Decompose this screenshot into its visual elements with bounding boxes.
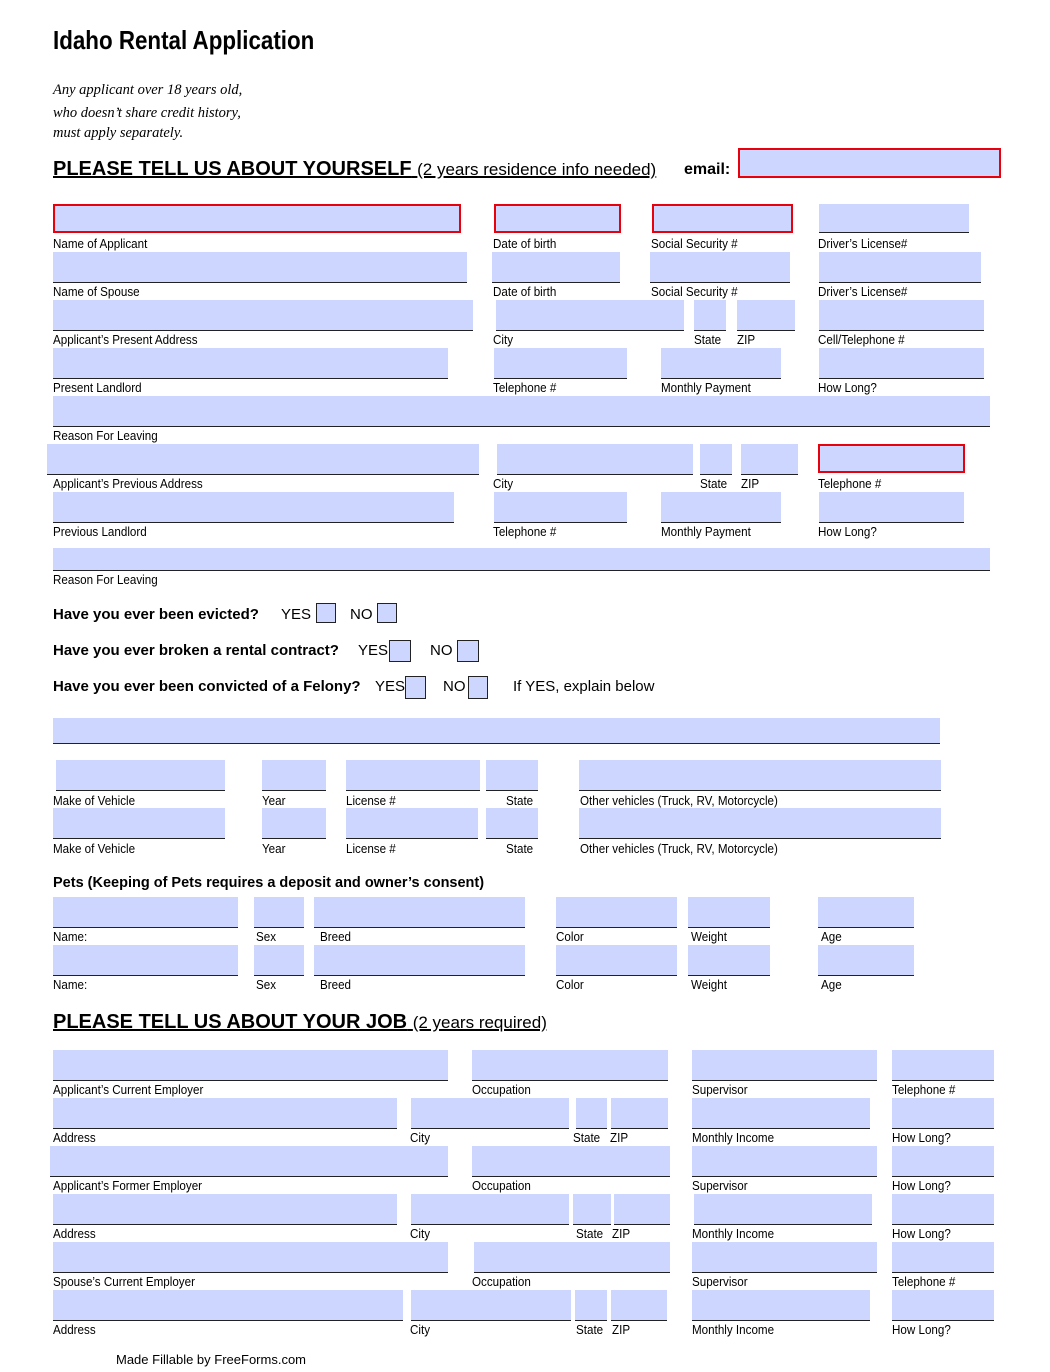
label-spouse-state: State (576, 1323, 604, 1337)
felony-yes-checkbox[interactable] (405, 676, 426, 699)
label-spouse-city: City (410, 1323, 431, 1337)
label-present-landlord: Present Landlord (53, 381, 142, 395)
former-occupation-input[interactable] (472, 1146, 670, 1177)
pet-2-name-input[interactable] (53, 945, 238, 976)
spouse-monthly-income-input[interactable] (692, 1290, 870, 1321)
cell-telephone-input[interactable] (819, 300, 984, 331)
vehicle-1-other-input[interactable] (579, 760, 941, 791)
label-present-city: City (493, 333, 514, 347)
current-occupation-input[interactable] (472, 1050, 668, 1081)
spouse-employer-state-input[interactable] (575, 1290, 607, 1321)
label-current-how-long: How Long? (892, 1131, 951, 1145)
previous-state-input[interactable] (700, 444, 732, 475)
question-broken-contract: Have you ever broken a rental contract? (53, 642, 339, 659)
label-previous-telephone: Telephone # (818, 477, 882, 491)
pet-1-weight-input[interactable] (688, 897, 770, 928)
label-current-occupation: Occupation (472, 1083, 531, 1097)
label-pet-2-name: Name: (53, 978, 88, 992)
previous-how-long-input[interactable] (819, 492, 964, 523)
previous-landlord-input[interactable] (53, 492, 454, 523)
label-ssn: Social Security # (651, 237, 738, 251)
label-former-supervisor: Supervisor (692, 1179, 748, 1193)
label-previous-how-long: How Long? (818, 525, 877, 539)
label-previous-landlord: Previous Landlord (53, 525, 147, 539)
present-monthly-payment-input[interactable] (661, 348, 781, 379)
applicant-dob-input[interactable] (494, 204, 621, 233)
label-previous-monthly-payment: Monthly Payment (661, 525, 751, 539)
label-pet-2-breed: Breed (320, 978, 352, 992)
label-previous-state: State (700, 477, 728, 491)
label-ssn-spouse: Social Security # (651, 285, 738, 299)
current-monthly-income-input[interactable] (692, 1098, 870, 1129)
label-spouse-supervisor: Supervisor (692, 1275, 748, 1289)
spouse-occupation-input[interactable] (474, 1242, 670, 1273)
email-label: email: (684, 161, 731, 178)
previous-address-input[interactable] (47, 444, 479, 475)
broken-yes-label: YES (358, 642, 389, 659)
label-previous-landlord-phone: Telephone # (493, 525, 557, 539)
present-how-long-input[interactable] (819, 348, 984, 379)
current-employer-phone-input[interactable] (892, 1050, 994, 1081)
vehicle-1-make-input[interactable] (56, 760, 225, 791)
pet-1-name-input[interactable] (53, 897, 238, 928)
label-present-reason: Reason For Leaving (53, 429, 158, 443)
former-employer-address-input[interactable] (53, 1194, 397, 1225)
page-title: Idaho Rental Application (53, 25, 315, 55)
label-name-applicant: Name of Applicant (53, 237, 148, 251)
present-address-input[interactable] (53, 300, 473, 331)
current-employer-input[interactable] (53, 1050, 448, 1081)
current-employer-city-input[interactable] (411, 1098, 569, 1129)
pet-1-color-input[interactable] (556, 897, 677, 928)
former-employer-zip-input[interactable] (614, 1194, 670, 1225)
question-felony: Have you ever been convicted of a Felony? (53, 678, 361, 695)
spouse-dl-input[interactable] (819, 252, 981, 283)
spouse-employer-city-input[interactable] (411, 1290, 571, 1321)
label-vehicle-1-year: Year (262, 794, 286, 808)
pets-heading: Pets (Keeping of Pets requires a deposit and owner’s consent) (53, 875, 485, 891)
label-current-state: State (573, 1131, 601, 1145)
pet-2-age-input[interactable] (818, 945, 914, 976)
spouse-name-input[interactable] (53, 252, 467, 283)
label-pet-2-weight: Weight (691, 978, 727, 992)
previous-city-input[interactable] (497, 444, 693, 475)
former-monthly-income-input[interactable] (694, 1194, 872, 1225)
label-present-how-long: How Long? (818, 381, 877, 395)
label-previous-zip: ZIP (741, 477, 760, 491)
felony-no-label: NO (443, 678, 466, 695)
label-pet-1-breed: Breed (320, 930, 352, 944)
former-employer-city-input[interactable] (411, 1194, 569, 1225)
label-vehicle-2-other: Other vehicles (Truck, RV, Motorcycle) (580, 842, 778, 856)
pet-2-weight-input[interactable] (688, 945, 770, 976)
section-heading-job-sub: (2 years required) (412, 1013, 547, 1032)
label-vehicle-1-state: State (506, 794, 534, 808)
label-vehicle-2-year: Year (262, 842, 286, 856)
applicant-name-input[interactable] (53, 204, 461, 233)
label-spouse-monthly-income: Monthly Income (692, 1323, 775, 1337)
former-employer-input[interactable] (50, 1146, 448, 1177)
label-dl-spouse: Driver’s License# (818, 285, 908, 299)
present-state-input[interactable] (694, 300, 726, 331)
section-heading-about-sub: (2 years residence info needed) (417, 160, 657, 179)
former-how-long-input[interactable] (892, 1146, 994, 1177)
former-employer-state-input[interactable] (573, 1194, 611, 1225)
spouse-supervisor-input[interactable] (692, 1242, 877, 1273)
label-vehicle-2-license: License # (346, 842, 396, 856)
label-former-zip: ZIP (612, 1227, 631, 1241)
label-pet-1-color: Color (556, 930, 584, 944)
evicted-no-label: NO (350, 606, 373, 623)
label-former-employer: Applicant’s Former Employer (53, 1179, 203, 1193)
label-pet-2-age: Age (821, 978, 842, 992)
felony-yes-label: YES (375, 678, 406, 695)
former-how-long-2-input[interactable] (892, 1194, 994, 1225)
spouse-employer-input[interactable] (53, 1242, 448, 1273)
label-vehicle-2-make: Make of Vehicle (53, 842, 136, 856)
broken-yes-checkbox[interactable] (389, 640, 411, 662)
present-reason-input[interactable] (53, 396, 990, 427)
label-current-city: City (410, 1131, 431, 1145)
label-cell: Cell/Telephone # (818, 333, 905, 347)
evicted-no-checkbox[interactable] (377, 603, 397, 623)
felony-explanation-input[interactable] (53, 718, 940, 744)
current-how-long-input[interactable] (892, 1098, 994, 1129)
label-former-address: Address (53, 1227, 96, 1241)
label-previous-city: City (493, 477, 514, 491)
current-employer-zip-input[interactable] (611, 1098, 668, 1129)
label-spouse-how-long: How Long? (892, 1323, 951, 1337)
current-employer-address-input[interactable] (53, 1098, 397, 1129)
label-spouse-address: Address (53, 1323, 96, 1337)
label-pet-2-sex: Sex (256, 978, 277, 992)
current-supervisor-input[interactable] (692, 1050, 877, 1081)
evicted-yes-checkbox[interactable] (316, 603, 336, 623)
label-present-monthly-payment: Monthly Payment (661, 381, 751, 395)
previous-zip-input[interactable] (741, 444, 798, 475)
pet-1-breed-input[interactable] (314, 897, 525, 928)
broken-no-label: NO (430, 642, 453, 659)
present-landlord-input[interactable] (53, 348, 448, 379)
previous-landlord-phone-input[interactable] (494, 492, 627, 523)
label-present-landlord-phone: Telephone # (493, 381, 557, 395)
felony-no-checkbox[interactable] (468, 676, 488, 699)
vehicle-2-other-input[interactable] (579, 808, 941, 839)
label-current-employer-phone: Telephone # (892, 1083, 956, 1097)
present-landlord-phone-input[interactable] (494, 348, 627, 379)
vehicle-2-year-input[interactable] (262, 808, 326, 839)
label-dl: Driver’s License# (818, 237, 908, 251)
label-spouse-employer: Spouse’s Current Employer (53, 1275, 195, 1289)
section-heading-about-text: PLEASE TELL US ABOUT YOURSELF (53, 158, 412, 180)
pet-1-age-input[interactable] (818, 897, 914, 928)
label-present-state: State (694, 333, 722, 347)
label-current-zip: ZIP (610, 1131, 629, 1145)
label-pet-1-weight: Weight (691, 930, 727, 944)
label-vehicle-1-make: Make of Vehicle (53, 794, 136, 808)
section-heading-about (53, 158, 656, 181)
applicant-dl-input[interactable] (819, 204, 969, 233)
spouse-employer-phone-input[interactable] (892, 1242, 994, 1273)
previous-reason-input[interactable] (53, 548, 990, 571)
label-pet-1-age: Age (821, 930, 842, 944)
label-vehicle-1-license: License # (346, 794, 396, 808)
label-dob: Date of birth (493, 237, 557, 251)
note-line-2: who doesn’t share credit history, (53, 105, 241, 121)
present-zip-input[interactable] (737, 300, 795, 331)
label-pet-1-sex: Sex (256, 930, 277, 944)
spouse-how-long-input[interactable] (892, 1290, 994, 1321)
label-current-monthly-income: Monthly Income (692, 1131, 775, 1145)
pet-1-sex-input[interactable] (254, 897, 304, 928)
evicted-yes-label: YES (281, 606, 312, 623)
label-former-city: City (410, 1227, 431, 1241)
vehicle-2-make-input[interactable] (53, 808, 225, 839)
vehicle-1-year-input[interactable] (262, 760, 326, 791)
section-heading-job (53, 1011, 547, 1034)
label-former-monthly-income: Monthly Income (692, 1227, 775, 1241)
previous-telephone-input[interactable] (818, 444, 965, 473)
label-former-state: State (576, 1227, 604, 1241)
label-former-how-long-2: How Long? (892, 1227, 951, 1241)
label-spouse-occupation: Occupation (472, 1275, 531, 1289)
pet-2-breed-input[interactable] (314, 945, 525, 976)
present-city-input[interactable] (496, 300, 684, 331)
former-supervisor-input[interactable] (692, 1146, 877, 1177)
vehicle-2-state-input[interactable] (486, 808, 538, 839)
section-heading-job-text: PLEASE TELL US ABOUT YOUR JOB (53, 1011, 408, 1033)
broken-no-checkbox[interactable] (457, 640, 479, 662)
spouse-dob-input[interactable] (492, 252, 620, 283)
vehicle-2-license-input[interactable] (346, 808, 478, 839)
label-vehicle-2-state: State (506, 842, 534, 856)
label-spouse-zip: ZIP (612, 1323, 631, 1337)
applicant-ssn-input[interactable] (652, 204, 793, 233)
label-former-how-long: How Long? (892, 1179, 951, 1193)
label-spouse-employer-phone: Telephone # (892, 1275, 956, 1289)
note-line-3: must apply separately. (53, 125, 184, 141)
question-evicted: Have you ever been evicted? (53, 606, 259, 623)
footer-credit: Made Fillable by FreeForms.com (116, 1352, 306, 1367)
label-current-supervisor: Supervisor (692, 1083, 748, 1097)
label-dob-spouse: Date of birth (493, 285, 557, 299)
pet-2-sex-input[interactable] (254, 945, 304, 976)
email-input[interactable] (738, 148, 1001, 178)
current-employer-state-input[interactable] (576, 1098, 607, 1129)
label-former-occupation: Occupation (472, 1179, 531, 1193)
label-previous-reason: Reason For Leaving (53, 573, 158, 587)
label-current-address: Address (53, 1131, 96, 1145)
label-present-address: Applicant’s Present Address (53, 333, 198, 347)
vehicle-1-license-input[interactable] (346, 760, 480, 791)
label-pet-2-color: Color (556, 978, 584, 992)
label-vehicle-1-other: Other vehicles (Truck, RV, Motorcycle) (580, 794, 778, 808)
vehicle-1-state-input[interactable] (486, 760, 538, 791)
label-previous-address: Applicant’s Previous Address (53, 477, 203, 491)
label-present-zip: ZIP (737, 333, 756, 347)
note-line-1: Any applicant over 18 years old, (53, 82, 243, 98)
spouse-ssn-input[interactable] (650, 252, 790, 283)
spouse-employer-zip-input[interactable] (611, 1290, 667, 1321)
pet-2-color-input[interactable] (556, 945, 677, 976)
previous-monthly-payment-input[interactable] (661, 492, 781, 523)
label-name-spouse: Name of Spouse (53, 285, 140, 299)
label-current-employer: Applicant’s Current Employer (53, 1083, 204, 1097)
label-pet-1-name: Name: (53, 930, 88, 944)
felony-explain-label: If YES, explain below (513, 678, 655, 695)
spouse-employer-address-input[interactable] (53, 1290, 403, 1321)
